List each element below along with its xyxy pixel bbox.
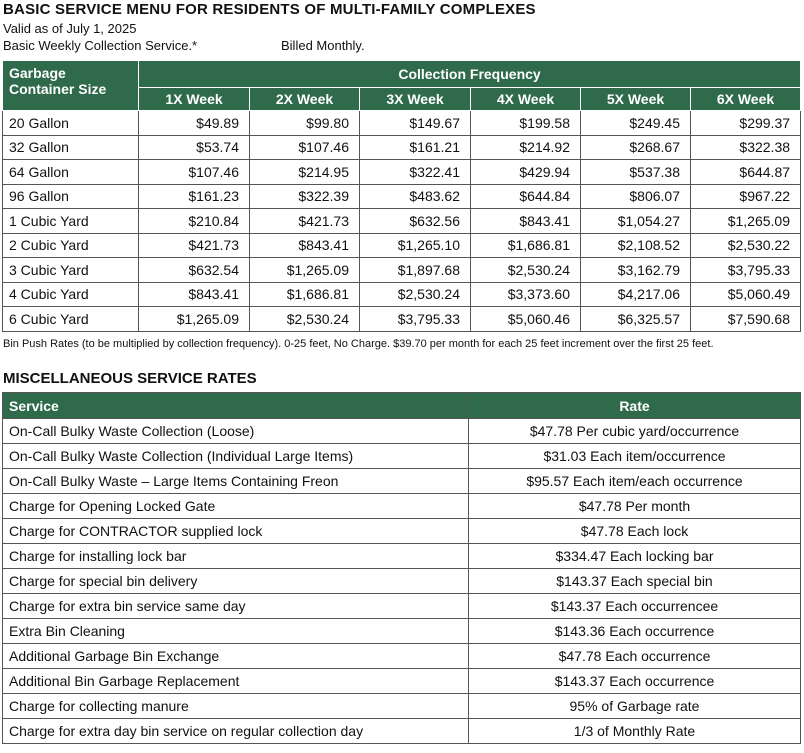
collection-frequency-header: Collection Frequency [139, 61, 801, 88]
container-size-cell: 96 Gallon [3, 184, 139, 209]
price-cell: $843.41 [250, 233, 360, 258]
service-cell: Charge for CONTRACTOR supplied lock [3, 519, 469, 544]
price-cell: $632.54 [139, 258, 250, 283]
service-cell: Charge for installing lock bar [3, 544, 469, 569]
price-cell: $3,795.33 [691, 258, 801, 283]
rates-body [3, 111, 801, 332]
price-cell: $421.73 [139, 233, 250, 258]
rate-header: Rate [469, 393, 801, 419]
price-cell: $3,373.60 [471, 282, 581, 307]
misc-body [3, 419, 801, 744]
price-cell: $6,325.57 [581, 307, 691, 332]
service-cell: Charge for collecting manure [3, 694, 469, 719]
price-cell: $2,530.22 [691, 233, 801, 258]
price-cell: $644.84 [471, 184, 581, 209]
container-header-line1: Garbage [9, 65, 66, 81]
rate-cell: $143.36 Each occurrence [469, 619, 801, 644]
price-cell: $1,265.09 [250, 258, 360, 283]
table-row [3, 160, 801, 185]
container-size-cell: 64 Gallon [3, 160, 139, 185]
table-row [3, 544, 801, 569]
valid-date: Valid as of July 1, 2025 [3, 21, 137, 36]
price-cell: $1,265.09 [691, 209, 801, 234]
frequency-column-header: 2X Week [250, 88, 360, 111]
document-title: BASIC SERVICE MENU FOR RESIDENTS OF MULTI-FAMILY COMPLEXES [3, 1, 536, 18]
container-size-cell: 3 Cubic Yard [3, 258, 139, 283]
rate-cell: $47.78 Per month [469, 494, 801, 519]
service-cell: Additional Garbage Bin Exchange [3, 644, 469, 669]
table-row [3, 719, 801, 744]
frequency-column-header: 4X Week [471, 88, 581, 111]
container-size-cell: 32 Gallon [3, 135, 139, 160]
price-cell: $429.94 [471, 160, 581, 185]
container-header-line2: Container Size [9, 81, 107, 97]
price-cell: $210.84 [139, 209, 250, 234]
service-cell: Charge for Opening Locked Gate [3, 494, 469, 519]
price-cell: $2,108.52 [581, 233, 691, 258]
rate-cell: $334.47 Each locking bar [469, 544, 801, 569]
table-row [3, 135, 801, 160]
price-cell: $483.62 [360, 184, 471, 209]
table-row [3, 569, 801, 594]
price-cell: $7,590.68 [691, 307, 801, 332]
service-cell: On-Call Bulky Waste Collection (Loose) [3, 419, 469, 444]
price-cell: $322.41 [360, 160, 471, 185]
price-cell: $199.58 [471, 111, 581, 136]
service-cell: Additional Bin Garbage Replacement [3, 669, 469, 694]
table-row [3, 694, 801, 719]
basic-service-text: Basic Weekly Collection Service.* [3, 38, 198, 53]
table-row [3, 594, 801, 619]
rate-cell: 95% of Garbage rate [469, 694, 801, 719]
price-cell: $843.41 [471, 209, 581, 234]
price-cell: $1,686.81 [471, 233, 581, 258]
container-size-cell: 6 Cubic Yard [3, 307, 139, 332]
bin-push-note: Bin Push Rates (to be multiplied by collection frequency). 0-25 feet, No Charge. $39.70 per month for each 25 feet increment over the first 25 feet. [3, 338, 714, 350]
rate-cell: $95.57 Each item/each occurrence [469, 469, 801, 494]
table-row [3, 494, 801, 519]
price-cell: $53.74 [139, 135, 250, 160]
misc-table [2, 392, 801, 744]
rate-cell: $47.78 Per cubic yard/occurrence [469, 419, 801, 444]
table-row [3, 519, 801, 544]
container-size-cell: 2 Cubic Yard [3, 233, 139, 258]
price-cell: $3,795.33 [360, 307, 471, 332]
service-cell: On-Call Bulky Waste Collection (Individual Large Items) [3, 444, 469, 469]
price-cell: $107.46 [139, 160, 250, 185]
table-row [3, 209, 801, 234]
container-size-cell: 4 Cubic Yard [3, 282, 139, 307]
rate-cell: $31.03 Each item/occurrence [469, 444, 801, 469]
price-cell: $5,060.49 [691, 282, 801, 307]
table-row [3, 669, 801, 694]
price-cell: $49.89 [139, 111, 250, 136]
rate-cell: 1/3 of Monthly Rate [469, 719, 801, 744]
price-cell: $2,530.24 [360, 282, 471, 307]
price-cell: $967.22 [691, 184, 801, 209]
service-cell: Extra Bin Cleaning [3, 619, 469, 644]
price-cell: $632.56 [360, 209, 471, 234]
table-row [3, 307, 801, 332]
price-cell: $1,265.09 [139, 307, 250, 332]
price-cell: $214.92 [471, 135, 581, 160]
price-cell: $806.07 [581, 184, 691, 209]
basic-service-line [3, 38, 365, 53]
price-cell: $149.67 [360, 111, 471, 136]
rates-table [2, 60, 801, 332]
table-row [3, 619, 801, 644]
price-cell: $268.67 [581, 135, 691, 160]
price-cell: $537.38 [581, 160, 691, 185]
frequency-column-header: 3X Week [360, 88, 471, 111]
table-row [3, 444, 801, 469]
price-cell: $161.23 [139, 184, 250, 209]
price-cell: $5,060.46 [471, 307, 581, 332]
table-row [3, 233, 801, 258]
rate-cell: $47.78 Each occurrence [469, 644, 801, 669]
table-row [3, 282, 801, 307]
rate-cell: $143.37 Each occurrence [469, 669, 801, 694]
table-row [3, 469, 801, 494]
misc-section-title: MISCELLANEOUS SERVICE RATES [3, 370, 257, 387]
service-cell: Charge for extra bin service same day [3, 594, 469, 619]
price-cell: $843.41 [139, 282, 250, 307]
price-cell: $322.39 [250, 184, 360, 209]
price-cell: $2,530.24 [471, 258, 581, 283]
container-size-cell: 1 Cubic Yard [3, 209, 139, 234]
table-row [3, 419, 801, 444]
billed-text: Billed Monthly. [281, 38, 365, 53]
price-cell: $299.37 [691, 111, 801, 136]
frequency-column-header: 5X Week [581, 88, 691, 111]
price-cell: $1,686.81 [250, 282, 360, 307]
price-cell: $322.38 [691, 135, 801, 160]
price-cell: $2,530.24 [250, 307, 360, 332]
price-cell: $1,265.10 [360, 233, 471, 258]
frequency-column-header: 6X Week [691, 88, 801, 111]
table-row [3, 111, 801, 136]
price-cell: $249.45 [581, 111, 691, 136]
table-row [3, 258, 801, 283]
table-row [3, 184, 801, 209]
service-header: Service [3, 393, 469, 419]
service-cell: On-Call Bulky Waste – Large Items Containing Freon [3, 469, 469, 494]
container-size-cell: 20 Gallon [3, 111, 139, 136]
table-row [3, 644, 801, 669]
price-cell: $1,897.68 [360, 258, 471, 283]
price-cell: $214.95 [250, 160, 360, 185]
service-cell: Charge for extra day bin service on regular collection day [3, 719, 469, 744]
container-size-header [3, 61, 139, 111]
service-cell: Charge for special bin delivery [3, 569, 469, 594]
price-cell: $4,217.06 [581, 282, 691, 307]
price-cell: $3,162.79 [581, 258, 691, 283]
price-cell: $644.87 [691, 160, 801, 185]
price-cell: $421.73 [250, 209, 360, 234]
rate-cell: $143.37 Each occurrencee [469, 594, 801, 619]
price-cell: $99.80 [250, 111, 360, 136]
frequency-column-header: 1X Week [139, 88, 250, 111]
price-cell: $107.46 [250, 135, 360, 160]
price-cell: $1,054.27 [581, 209, 691, 234]
rate-cell: $143.37 Each special bin [469, 569, 801, 594]
rate-cell: $47.78 Each lock [469, 519, 801, 544]
price-cell: $161.21 [360, 135, 471, 160]
